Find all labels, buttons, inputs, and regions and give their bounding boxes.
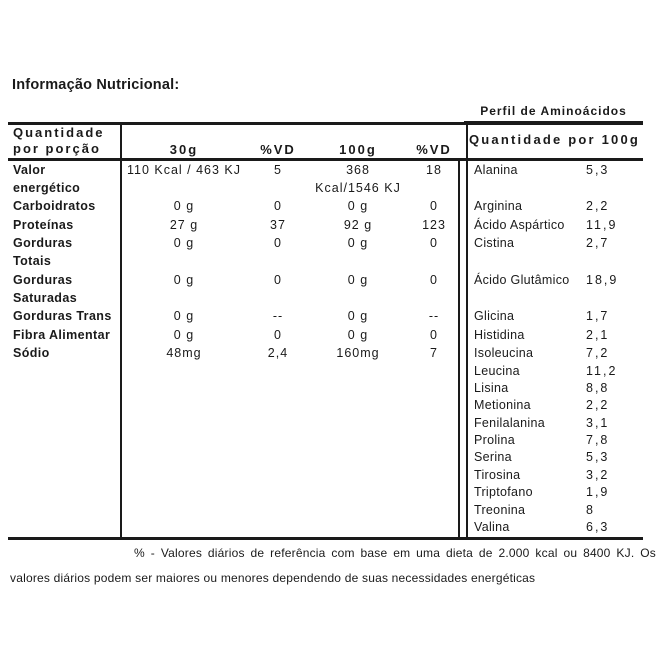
amino-value: 18,9 — [586, 273, 619, 287]
row-label: Sódio — [13, 346, 50, 360]
table-row — [8, 307, 643, 326]
header-col-vd-100g: %VD — [416, 142, 452, 157]
amino-value: 2,2 — [586, 398, 610, 413]
amino-row — [8, 467, 643, 484]
amino-row — [8, 397, 643, 414]
row-label: Gorduras Saturadas — [13, 273, 78, 305]
amino-value: 8 — [586, 502, 595, 517]
amino-value: 7,2 — [586, 346, 610, 360]
amino-value: 2,7 — [586, 236, 610, 250]
table-row — [8, 271, 643, 307]
amino-row — [8, 380, 643, 397]
row-label: Valor energético — [13, 163, 81, 195]
value-100g: 92 g — [343, 217, 373, 232]
row-label: Gorduras Totais — [13, 236, 73, 268]
nutrition-table — [8, 122, 643, 540]
value-vd-100g: 0 — [430, 236, 438, 250]
value-30g: 0 g — [173, 327, 195, 342]
table-row — [8, 344, 643, 363]
value-vd-100g: 123 — [422, 217, 446, 232]
value-vd-30g: 0 — [274, 273, 282, 287]
table-row — [8, 234, 643, 271]
amino-value: 6,3 — [586, 520, 610, 535]
page-title: Informação Nutricional: — [12, 77, 180, 93]
value-30g: 0 g — [173, 199, 195, 213]
value-vd-100g: 0 — [430, 199, 438, 213]
header-amino-quantity-per-100g: Quantidade por 100g — [468, 132, 641, 147]
header-col-vd-30g: %VD — [260, 142, 296, 157]
amino-name: Prolina — [474, 433, 516, 448]
header-col-30g: 30g — [169, 142, 199, 157]
amino-row — [8, 484, 643, 501]
value-vd-100g: 0 — [430, 273, 438, 287]
value-100g: 0 g — [347, 273, 369, 287]
row-label: Proteínas — [13, 217, 74, 232]
table-body — [8, 161, 643, 536]
amino-name: Metionina — [474, 398, 531, 413]
amino-section-title: Perfil de Aminoácidos — [464, 104, 643, 123]
row-label: Carboidratos — [13, 199, 96, 213]
amino-name: Ácido Aspártico — [474, 217, 565, 232]
amino-row — [8, 363, 643, 380]
amino-name: Ácido Glutâmico — [474, 273, 570, 287]
amino-name: Lisina — [474, 380, 509, 395]
row-label: Gorduras Trans — [13, 309, 112, 323]
value-100g: 160mg — [336, 346, 380, 360]
header-quantity-line1: Quantidade — [13, 125, 105, 140]
value-vd-100g: 18 — [426, 163, 442, 177]
amino-name: Alanina — [474, 163, 518, 177]
amino-value: 2,1 — [586, 327, 610, 342]
value-30g: 0 g — [173, 273, 195, 287]
amino-value: 7,8 — [586, 433, 610, 448]
amino-row — [8, 449, 643, 466]
value-vd-30g: 0 — [274, 327, 282, 342]
value-30g: 0 g — [173, 309, 195, 323]
amino-row — [8, 502, 643, 519]
amino-value: 3,1 — [586, 415, 610, 430]
amino-row — [8, 415, 643, 432]
value-30g: 0 g — [173, 236, 195, 250]
value-30g: 48mg — [166, 346, 202, 360]
amino-name: Arginina — [474, 199, 523, 213]
amino-name: Treonina — [474, 502, 526, 517]
amino-name: Tirosina — [474, 467, 521, 482]
amino-name: Cistina — [474, 236, 515, 250]
header-quantity-per-serving — [13, 125, 105, 157]
value-30g: 110 Kcal / 463 KJ — [126, 163, 242, 177]
amino-name: Leucina — [474, 363, 520, 378]
amino-value: 1,7 — [586, 309, 610, 323]
amino-value: 3,2 — [586, 467, 610, 482]
header-quantity-line2: por porção — [13, 141, 101, 156]
amino-row — [8, 432, 643, 449]
header-col-100g: 100g — [339, 142, 377, 157]
amino-value: 2,2 — [586, 199, 610, 213]
value-vd-30g: 0 — [274, 199, 282, 213]
amino-value: 5,3 — [586, 450, 610, 465]
amino-value: 5,3 — [586, 163, 610, 177]
amino-name: Histidina — [474, 327, 525, 342]
value-vd-30g: 5 — [274, 163, 282, 177]
value-vd-30g: 2,4 — [267, 346, 289, 360]
row-label: Fibra Alimentar — [13, 327, 111, 342]
amino-value: 11,2 — [586, 363, 618, 378]
amino-name: Isoleucina — [474, 346, 534, 360]
amino-row — [8, 519, 643, 536]
value-vd-100g: 7 — [430, 346, 438, 360]
amino-name: Valina — [474, 520, 510, 535]
value-100g: 0 g — [347, 309, 369, 323]
amino-name: Fenilalanina — [474, 415, 546, 430]
amino-value: 8,8 — [586, 380, 610, 395]
value-100g: 0 g — [347, 327, 369, 342]
amino-name: Triptofano — [474, 485, 533, 500]
value-vd-100g: -- — [428, 309, 440, 323]
value-100g: 0 g — [347, 236, 369, 250]
value-vd-30g: -- — [272, 309, 284, 323]
value-100g: 368 Kcal/1546 KJ — [315, 163, 401, 195]
table-header-row — [8, 125, 643, 161]
table-row — [8, 197, 643, 216]
amino-name: Glicina — [474, 309, 515, 323]
value-30g: 27 g — [169, 217, 199, 232]
value-vd-100g: 0 — [430, 327, 438, 342]
table-row — [8, 216, 643, 235]
amino-value: 11,9 — [586, 217, 618, 232]
table-row — [8, 326, 643, 345]
daily-values-footnote: % - Valores diários de referência com base em uma dieta de 2.000 kcal ou 8400 KJ. Os valores diários podem ser maiores ou menores dependendo de suas necessidades energéticas — [10, 546, 656, 585]
amino-name: Serina — [474, 450, 512, 465]
amino-value: 1,9 — [586, 485, 610, 500]
value-100g: 0 g — [347, 199, 369, 213]
value-vd-30g: 37 — [270, 217, 286, 232]
table-row — [8, 161, 643, 197]
value-vd-30g: 0 — [274, 236, 282, 250]
